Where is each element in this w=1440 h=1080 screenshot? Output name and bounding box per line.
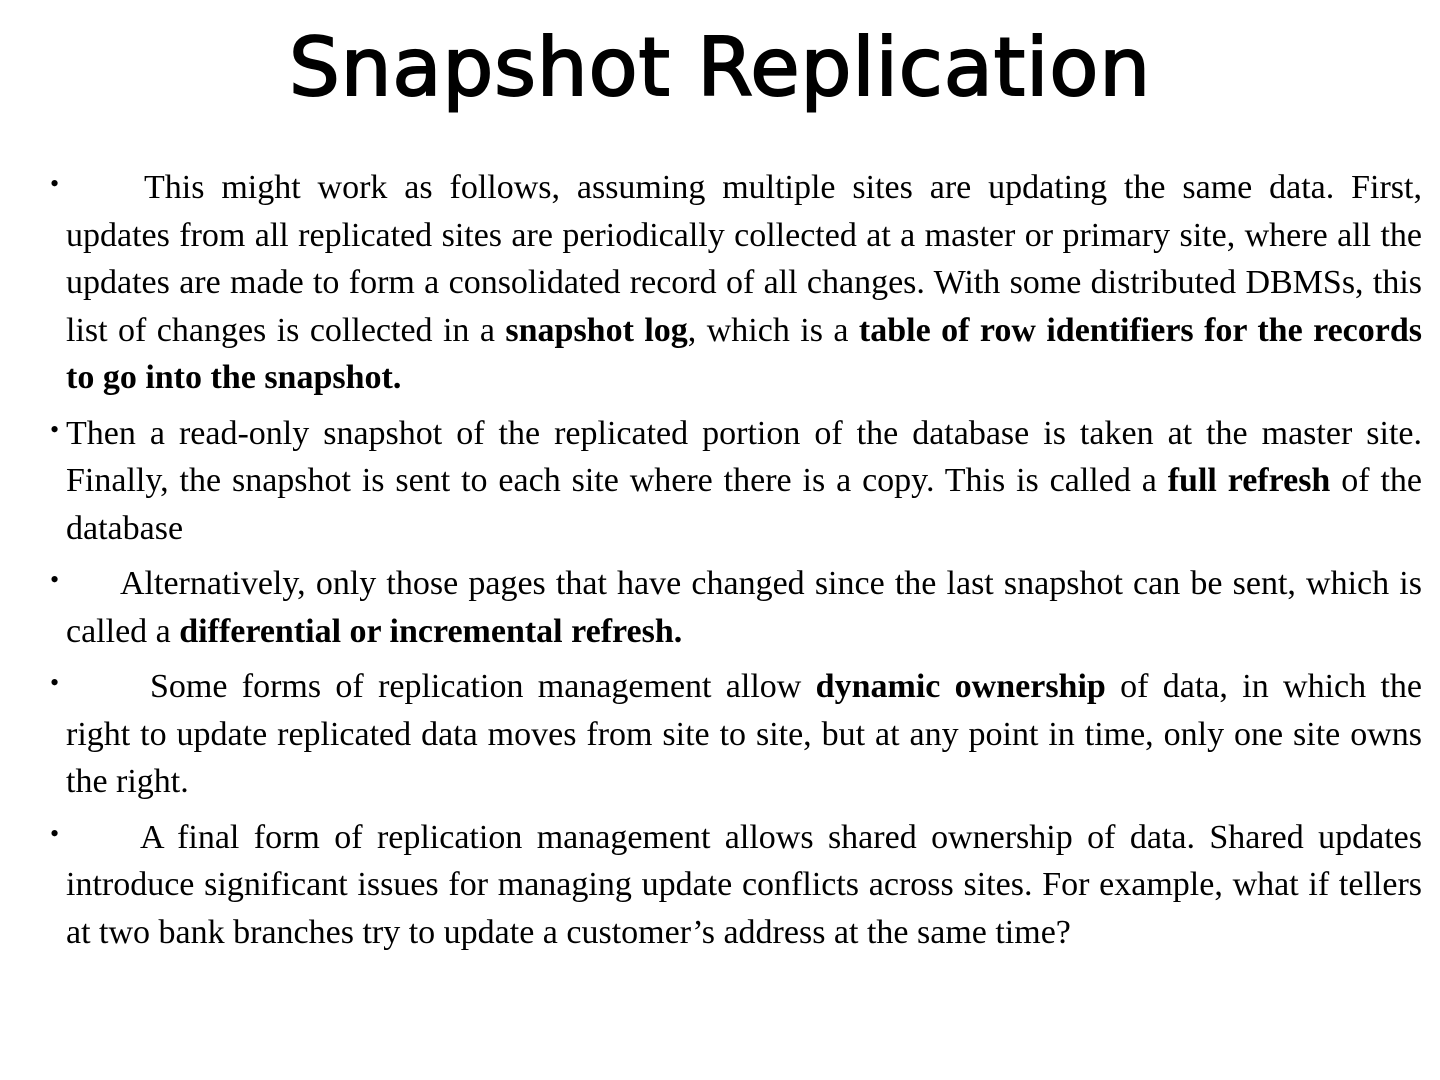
bullet-text: of data, in which the right to update replicated data moves from site to site, but at any point in time, only one site owns the right. xyxy=(66,668,1422,800)
bullet-dot-icon: • xyxy=(50,565,60,594)
bullet-dot-icon: • xyxy=(50,668,60,697)
bullet-item-full-refresh xyxy=(50,410,1422,553)
bullet-bold-term: full refresh xyxy=(1167,462,1331,499)
bullet-text: Then a read-only snapshot of the replicated portion of the database is taken at the master site. Finally, the snapshot is sent to each site where there is a copy. This is called a xyxy=(66,414,1422,499)
bullet-text: of the database xyxy=(66,462,1422,547)
bullet-item-incremental-refresh xyxy=(50,560,1422,655)
bullet-item-shared-ownership xyxy=(50,814,1422,957)
bullet-text: Alternatively, only those pages that have changed since the last snapshot can be sent, which is called a xyxy=(66,565,1422,650)
bullet-bold-term: dynamic ownership xyxy=(815,668,1106,705)
bullet-dot-icon: • xyxy=(50,818,60,848)
bullet-item-dynamic-ownership xyxy=(50,663,1422,806)
bullet-list xyxy=(0,164,1440,964)
bullet-text: This might work as follows, assuming multiple sites are updating the same data. First, updates from all replicated sites are periodically collected at a master or primary site, where all the updates are made to form a consolidated record of all changes. With some distributed DBMSs, this list of changes is collected in a xyxy=(66,169,1422,349)
slide-title: Snapshot Replication xyxy=(288,21,1152,114)
bullet-text: Some forms of replication management allow xyxy=(150,668,816,705)
bullet-bold-term: table of row identifiers for the records to go into the snapshot. xyxy=(66,311,1422,396)
bullet-text: , which is a xyxy=(687,311,859,349)
bullet-dot-icon: • xyxy=(50,414,60,444)
bullet-bold-term: differential or incremental refresh. xyxy=(179,612,683,650)
bullet-text: A final form of replication management allows shared ownership of data. Shared updates introduce significant issues for managing update conflicts across sites. For example, what if tellers at two bank branches try to update a customer’s address at the same time? xyxy=(66,818,1422,951)
bullet-bold-term: snapshot log xyxy=(505,311,688,349)
bullet-item-snapshot-log xyxy=(50,164,1422,402)
bullet-dot-icon: • xyxy=(50,169,60,198)
